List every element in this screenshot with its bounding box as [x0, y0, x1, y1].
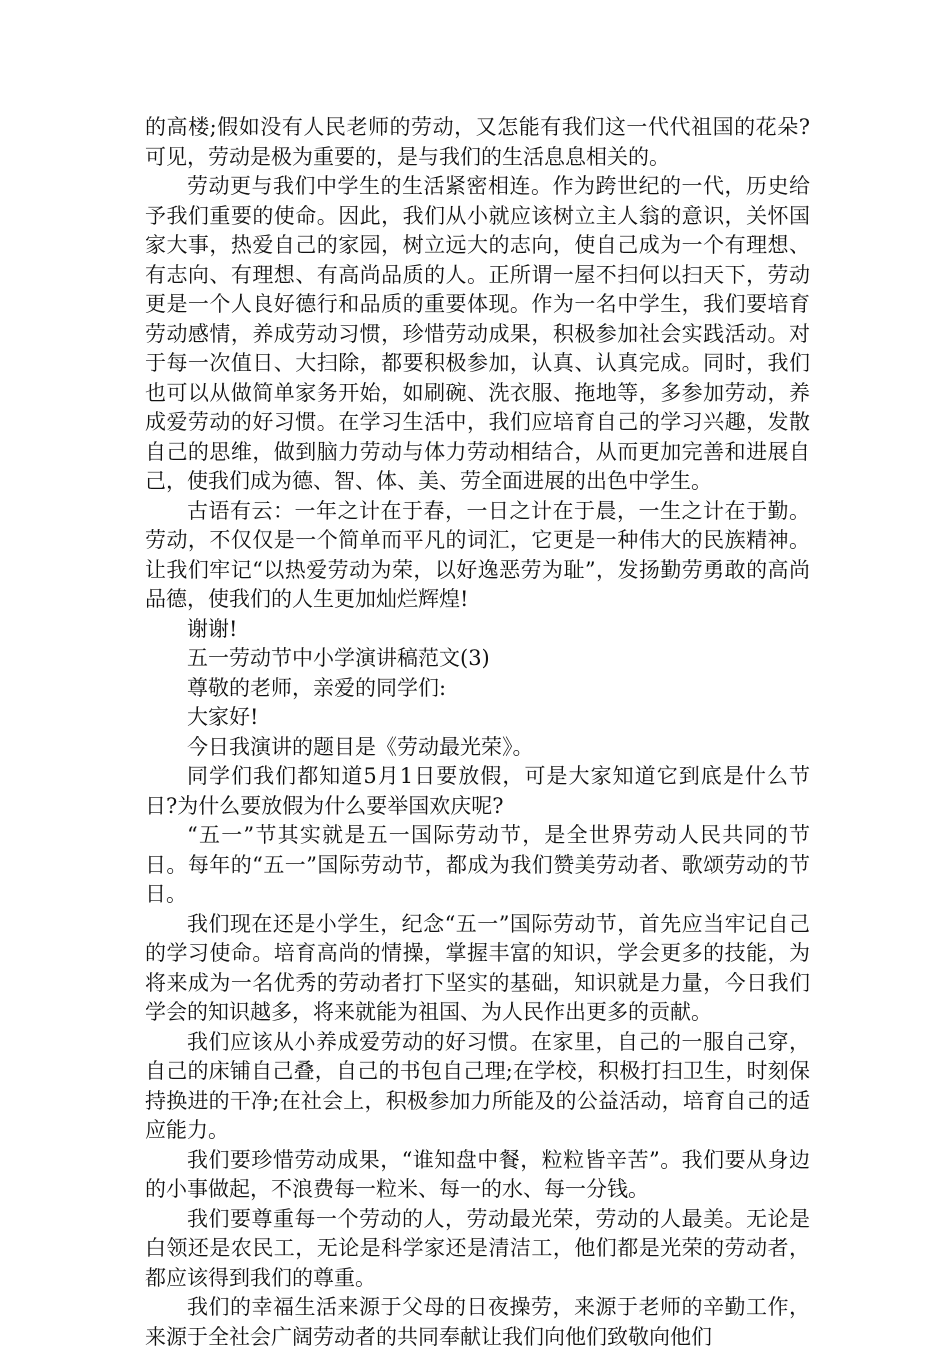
- paragraph-happy-life: 我们的幸福生活来源于父母的日夜操劳，来源于老师的辛勤工作，来源于全社会广阔劳动者的共同奉献让我们向他们致敬向他们: [145, 1295, 810, 1349]
- paragraph-thanks: 谢谢!: [187, 616, 238, 641]
- paragraph-continuation: 的高楼;假如没有人民老师的劳动，又怎能有我们这一代代祖国的花朵?可见，劳动是极为重要的，是与我们的生活息息相关的。: [145, 115, 810, 169]
- section-title: 五一劳动节中小学演讲稿范文(3): [187, 646, 490, 670]
- salutation: 尊敬的老师，亲爱的同学们:: [187, 675, 447, 700]
- greeting: 大家好!: [187, 705, 259, 729]
- paragraph-cherish-results: 我们要珍惜劳动成果，“谁知盘中餐，粒粒皆辛苦”。我们要从身边的小事做起，不浪费每一粒米、每一的水、每一分钱。: [145, 1147, 810, 1201]
- paragraph-international-labor-day: “五一”节其实就是五一国际劳动节，是全世界劳动人民共同的节日。每年的“五一”国际劳动节，都成为我们赞美劳动者、歌颂劳动的节日。: [145, 823, 810, 906]
- paragraph-labor-and-students: 劳动更与我们中学生的生活紧密相连。作为跨世纪的一代，历史给予我们重要的使命。因此，我们从小就应该树立主人翁的意识，关怀国家大事，热爱自己的家园，树立远大的志向，使自己成为一个有理想、有志向、有理想、有高尚品质的人。正所谓一屋不扫何以扫天下，劳动更是一个人良好德行和品质的重要体现。作为一名中学生，我们要培育劳动感情，养成劳动习惯，珍惜劳动成果，积极参加社会实践活动。对于每一次值日、大扫除，都要积极参加，认真、认真完成。同时，我们也可以从做简单家务开始，如刷碗、洗衣服、拖地等，多参加劳动，养成爱劳动的好习惯。在学习生活中，我们应培育自己的学习兴趣，发散自己的思维，做到脑力劳动与体力劳动相结合，从而更加完善和进展自己，使我们成为德、智、体、美、劳全面进展的出色中学生。: [145, 174, 810, 493]
- paragraph-ancient-saying: 古语有云：一年之计在于春，一日之计在于晨，一生之计在于勤。劳动，不仅仅是一个简单而平凡的词汇，它更是一种伟大的民族精神。让我们牢记“以热爱劳动为荣，以好逸恶劳为耻”，发扬勤劳勇敢的高尚品德，使我们的人生更加灿烂辉煌!: [145, 498, 810, 611]
- document-page: [145, 113, 810, 1352]
- paragraph-good-habits: 我们应该从小养成爱劳动的好习惯。在家里，自己的一服自己穿，自己的床铺自己叠，自己的书包自己理;在学校，积极打扫卫生，时刻保持换进的干净;在社会上，积极参加力所能及的公益活动，培育自己的适应能力。: [145, 1029, 810, 1142]
- speech-topic: 今日我演讲的题目是《劳动最光荣》。: [187, 734, 534, 759]
- paragraph-may-first-question: 同学们我们都知道5月1日要放假，可是大家知道它到底是什么节日?为什么要放假为什么要举国欢庆呢?: [145, 764, 810, 818]
- paragraph-respect-workers: 我们要尊重每一个劳动的人，劳动最光荣，劳动的人最美。无论是白领还是农民工，无论是科学家还是清洁工，他们都是光荣的劳动者，都应该得到我们的尊重。: [145, 1206, 810, 1290]
- paragraph-learning-mission: 我们现在还是小学生，纪念“五一”国际劳动节，首先应当牢记自己的学习使命。培育高尚的情操，掌握丰富的知识，学会更多的技能，为将来成为一名优秀的劳动者打下坚实的基础，知识就是力量，今日我们学会的知识越多，将来就能为祖国、为人民作出更多的贡献。: [145, 911, 810, 1024]
